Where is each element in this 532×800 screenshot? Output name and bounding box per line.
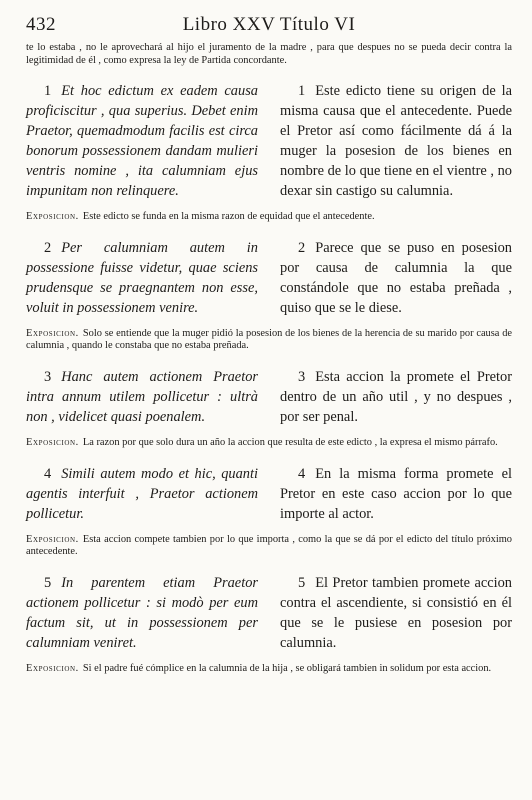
spanish-text: En la misma forma promete el Pretor en este caso accion por lo que importe al actor. bbox=[280, 465, 512, 522]
latin-paragraph bbox=[26, 238, 258, 318]
exposition-text: La razon por que solo dura un año la accion que resulta de este edicto , la expresa el mismo párrafo. bbox=[82, 436, 498, 448]
page-number: 432 bbox=[26, 14, 56, 35]
paragraph-number: 2 bbox=[298, 239, 306, 256]
running-title: Libro XXV Título VI bbox=[182, 14, 356, 35]
exposition-text: Solo se entiende que la muger pidió la posesion de los bienes de la herencia de su marido por causa de calumnia , quando le constaba que no estaba preñada. bbox=[26, 327, 512, 352]
latin-text: Et hoc edictum ex eadem causa proficiscitur , qua superius. Debet enim Praetor, quemadmodum facilis est circa bonorum possessionem dandam mulieri ventris nomine , ita calumniam ejus impunitam non relinquere. bbox=[26, 83, 258, 200]
paragraph-number: 2 bbox=[44, 239, 52, 256]
paragraph-number: 3 bbox=[298, 368, 306, 385]
latin-paragraph bbox=[26, 81, 258, 201]
section-5 bbox=[26, 573, 512, 653]
paragraph-number: 5 bbox=[298, 574, 306, 591]
section-2 bbox=[26, 238, 512, 318]
paragraph-number: 3 bbox=[44, 368, 52, 385]
exposition-label: Exposicion. bbox=[26, 327, 79, 339]
exposition-label: Exposicion. bbox=[26, 662, 79, 674]
exposition-note bbox=[26, 437, 512, 450]
exposition-note bbox=[26, 663, 512, 676]
continuation-note: te lo estaba , no le aprovechará al hijo el juramento de la madre , para que despues no se pueda decir contra la legitimidad de él , como expresa la ley de Partida concordante. bbox=[26, 42, 512, 66]
paragraph-number: 1 bbox=[44, 83, 52, 100]
latin-text: Hanc autem actionem Praetor intra annum utilem pollicetur : ultrà non , videlicet quasi poenalem. bbox=[26, 368, 258, 425]
spanish-text: El Pretor tambien promete accion contra el ascendiente, si consistió en él que se le pusiese en posesion por calumnia. bbox=[280, 574, 512, 651]
spanish-text: Parece que se puso en posesion por causa de calumnia la que constándole que no estaba preñada , quiso que se le diese. bbox=[280, 239, 512, 316]
paragraph-number: 4 bbox=[44, 465, 52, 482]
spanish-text: Este edicto tiene su origen de la misma causa que el antecedente. Puede el Pretor así como fácilmente dá á la muger la posesion de los bienes en nombre de lo que tiene en el vientre , no dexar sin castigo su calumnia. bbox=[280, 83, 512, 200]
latin-text: Per calumniam autem in possessione fuisse videtur, quae sciens prudensque se praegnantem non esse, voluit in possessionem venire. bbox=[26, 239, 258, 316]
exposition-label: Exposicion. bbox=[26, 436, 79, 448]
paragraph-number: 1 bbox=[298, 83, 306, 100]
exposition-label: Exposicion. bbox=[26, 533, 79, 545]
spanish-paragraph bbox=[280, 367, 512, 427]
exposition-note bbox=[26, 328, 512, 353]
latin-paragraph bbox=[26, 573, 258, 653]
spanish-paragraph bbox=[280, 81, 512, 201]
page bbox=[26, 14, 512, 675]
paragraph-number: 4 bbox=[298, 465, 306, 482]
exposition-text: Si el padre fué cómplice en la calumnia de la hija , se obligará tambien in solidum por esta accion. bbox=[82, 662, 492, 674]
spanish-paragraph bbox=[280, 464, 512, 524]
exposition-text: Este edicto se funda en la misma razon de equidad que el antecedente. bbox=[82, 211, 375, 223]
section-3 bbox=[26, 367, 512, 427]
section-4 bbox=[26, 464, 512, 524]
latin-paragraph bbox=[26, 464, 258, 524]
exposition-note bbox=[26, 211, 512, 224]
spanish-text: Esta accion la promete el Pretor dentro de un año util , y no despues , por ser penal. bbox=[280, 368, 512, 425]
paragraph-number: 5 bbox=[44, 574, 52, 591]
exposition-note bbox=[26, 534, 512, 559]
latin-text: In parentem etiam Praetor actionem pollicetur : si modò per eum factum sit, ut in possessionem per calumniam veniret. bbox=[26, 574, 258, 651]
exposition-text: Esta accion compete tambien por lo que importa , como la que se dá por el edicto del título próximo antecedente. bbox=[26, 533, 512, 558]
exposition-label: Exposicion. bbox=[26, 211, 79, 223]
section-1 bbox=[26, 81, 512, 201]
latin-paragraph bbox=[26, 367, 258, 427]
latin-text: Simili autem modo et hic, quanti agentis interfuit , Praetor actionem pollicetur. bbox=[26, 465, 258, 522]
page-header bbox=[26, 14, 512, 40]
spanish-paragraph bbox=[280, 573, 512, 653]
spanish-paragraph bbox=[280, 238, 512, 318]
